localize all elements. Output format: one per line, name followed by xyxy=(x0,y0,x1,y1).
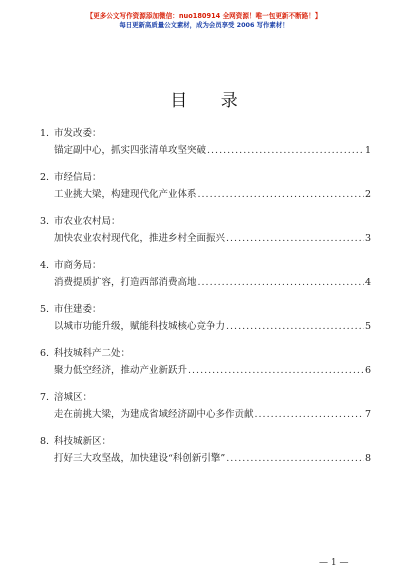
toc-line[interactable] xyxy=(54,318,371,332)
toc-page-number: 6 xyxy=(364,365,371,376)
toc-heading-text: 市经信局： xyxy=(54,172,102,183)
toc-number: 6. xyxy=(40,348,50,359)
toc-line[interactable] xyxy=(54,362,371,376)
toc-page-number: 4 xyxy=(364,277,371,288)
toc-leader-dots xyxy=(198,277,364,288)
toc-heading-text: 市农业农村局： xyxy=(54,216,121,227)
toc-line-text: 走在前挑大梁，为建成省域经济副中心多作贡献 xyxy=(54,409,254,420)
toc-heading-text: 科技城科产二处： xyxy=(54,348,131,359)
toc-page-number: 7 xyxy=(364,409,371,420)
toc-number: 8. xyxy=(40,436,50,447)
toc-leader-dots xyxy=(255,409,364,420)
toc-page-number: 5 xyxy=(364,321,371,332)
toc-line[interactable] xyxy=(54,450,371,464)
toc-line-text: 工业挑大梁，构建现代化产业体系 xyxy=(54,189,197,200)
toc-leader-dots xyxy=(226,321,364,332)
toc-heading-text: 市商务局： xyxy=(54,260,102,271)
toc-line-text: 锚定副中心，抓实四张清单攻坚突破 xyxy=(54,145,207,156)
toc-heading xyxy=(40,125,102,139)
promo-banner-line-2: 每日更新高质量公文素材，成为会员享受 2006 写作素材！ xyxy=(119,21,289,29)
toc-line-text: 打好三大攻坚战，加快建设“科创新引擎” xyxy=(54,453,226,464)
toc-line-text: 聚力低空经济，推动产业新跃升 xyxy=(54,365,188,376)
toc-heading xyxy=(40,213,121,227)
toc-line[interactable] xyxy=(54,230,371,244)
toc-leader-dots xyxy=(207,145,364,156)
toc-entry-5[interactable] xyxy=(0,294,408,338)
toc-leader-dots xyxy=(198,189,364,200)
toc-heading xyxy=(40,433,111,447)
toc-entry-1[interactable] xyxy=(0,118,408,162)
toc-number: 4. xyxy=(40,260,50,271)
toc-entry-6[interactable] xyxy=(0,338,408,382)
toc-line[interactable] xyxy=(54,406,371,420)
toc-line[interactable] xyxy=(54,186,371,200)
toc-heading xyxy=(40,257,102,271)
table-of-contents xyxy=(0,118,408,470)
toc-line-text: 消费提质扩容，打造西部消费高地 xyxy=(54,277,197,288)
toc-entry-3[interactable] xyxy=(0,206,408,250)
toc-leader-dots xyxy=(188,365,364,376)
toc-number: 7. xyxy=(40,392,50,403)
toc-heading-text: 科技城新区： xyxy=(54,436,112,447)
toc-line[interactable] xyxy=(54,142,371,156)
promo-banner-line-1: 【更多公文写作资源添加微信：nuo180914 全网资源！唯一包更新不断路！】 xyxy=(86,12,322,20)
toc-leader-dots xyxy=(226,453,364,464)
toc-heading xyxy=(40,169,102,183)
toc-heading xyxy=(40,345,130,359)
page-number-footer: — 1 — xyxy=(319,558,349,568)
toc-leader-dots xyxy=(226,233,364,244)
toc-number: 3. xyxy=(40,216,50,227)
page-title: 目 录 xyxy=(170,91,252,111)
toc-number: 1. xyxy=(40,128,50,139)
toc-heading-text: 涪城区： xyxy=(54,392,93,403)
toc-entry-8[interactable] xyxy=(0,426,408,470)
toc-line[interactable] xyxy=(54,274,371,288)
toc-entry-7[interactable] xyxy=(0,382,408,426)
toc-page-number: 8 xyxy=(364,453,371,464)
toc-entry-4[interactable] xyxy=(0,250,408,294)
toc-line-text: 以城市功能升级，赋能科技城核心竞争力 xyxy=(54,321,226,332)
toc-page-number: 1 xyxy=(364,145,371,156)
toc-page-number: 3 xyxy=(364,233,371,244)
toc-heading xyxy=(40,389,92,403)
toc-heading-text: 市住建委： xyxy=(54,304,102,315)
toc-line-text: 加快农业农村现代化，推进乡村全面振兴 xyxy=(54,233,226,244)
toc-number: 2. xyxy=(40,172,50,183)
toc-page-number: 2 xyxy=(364,189,371,200)
toc-entry-2[interactable] xyxy=(0,162,408,206)
toc-heading xyxy=(40,301,102,315)
toc-number: 5. xyxy=(40,304,50,315)
toc-heading-text: 市发改委： xyxy=(54,128,102,139)
